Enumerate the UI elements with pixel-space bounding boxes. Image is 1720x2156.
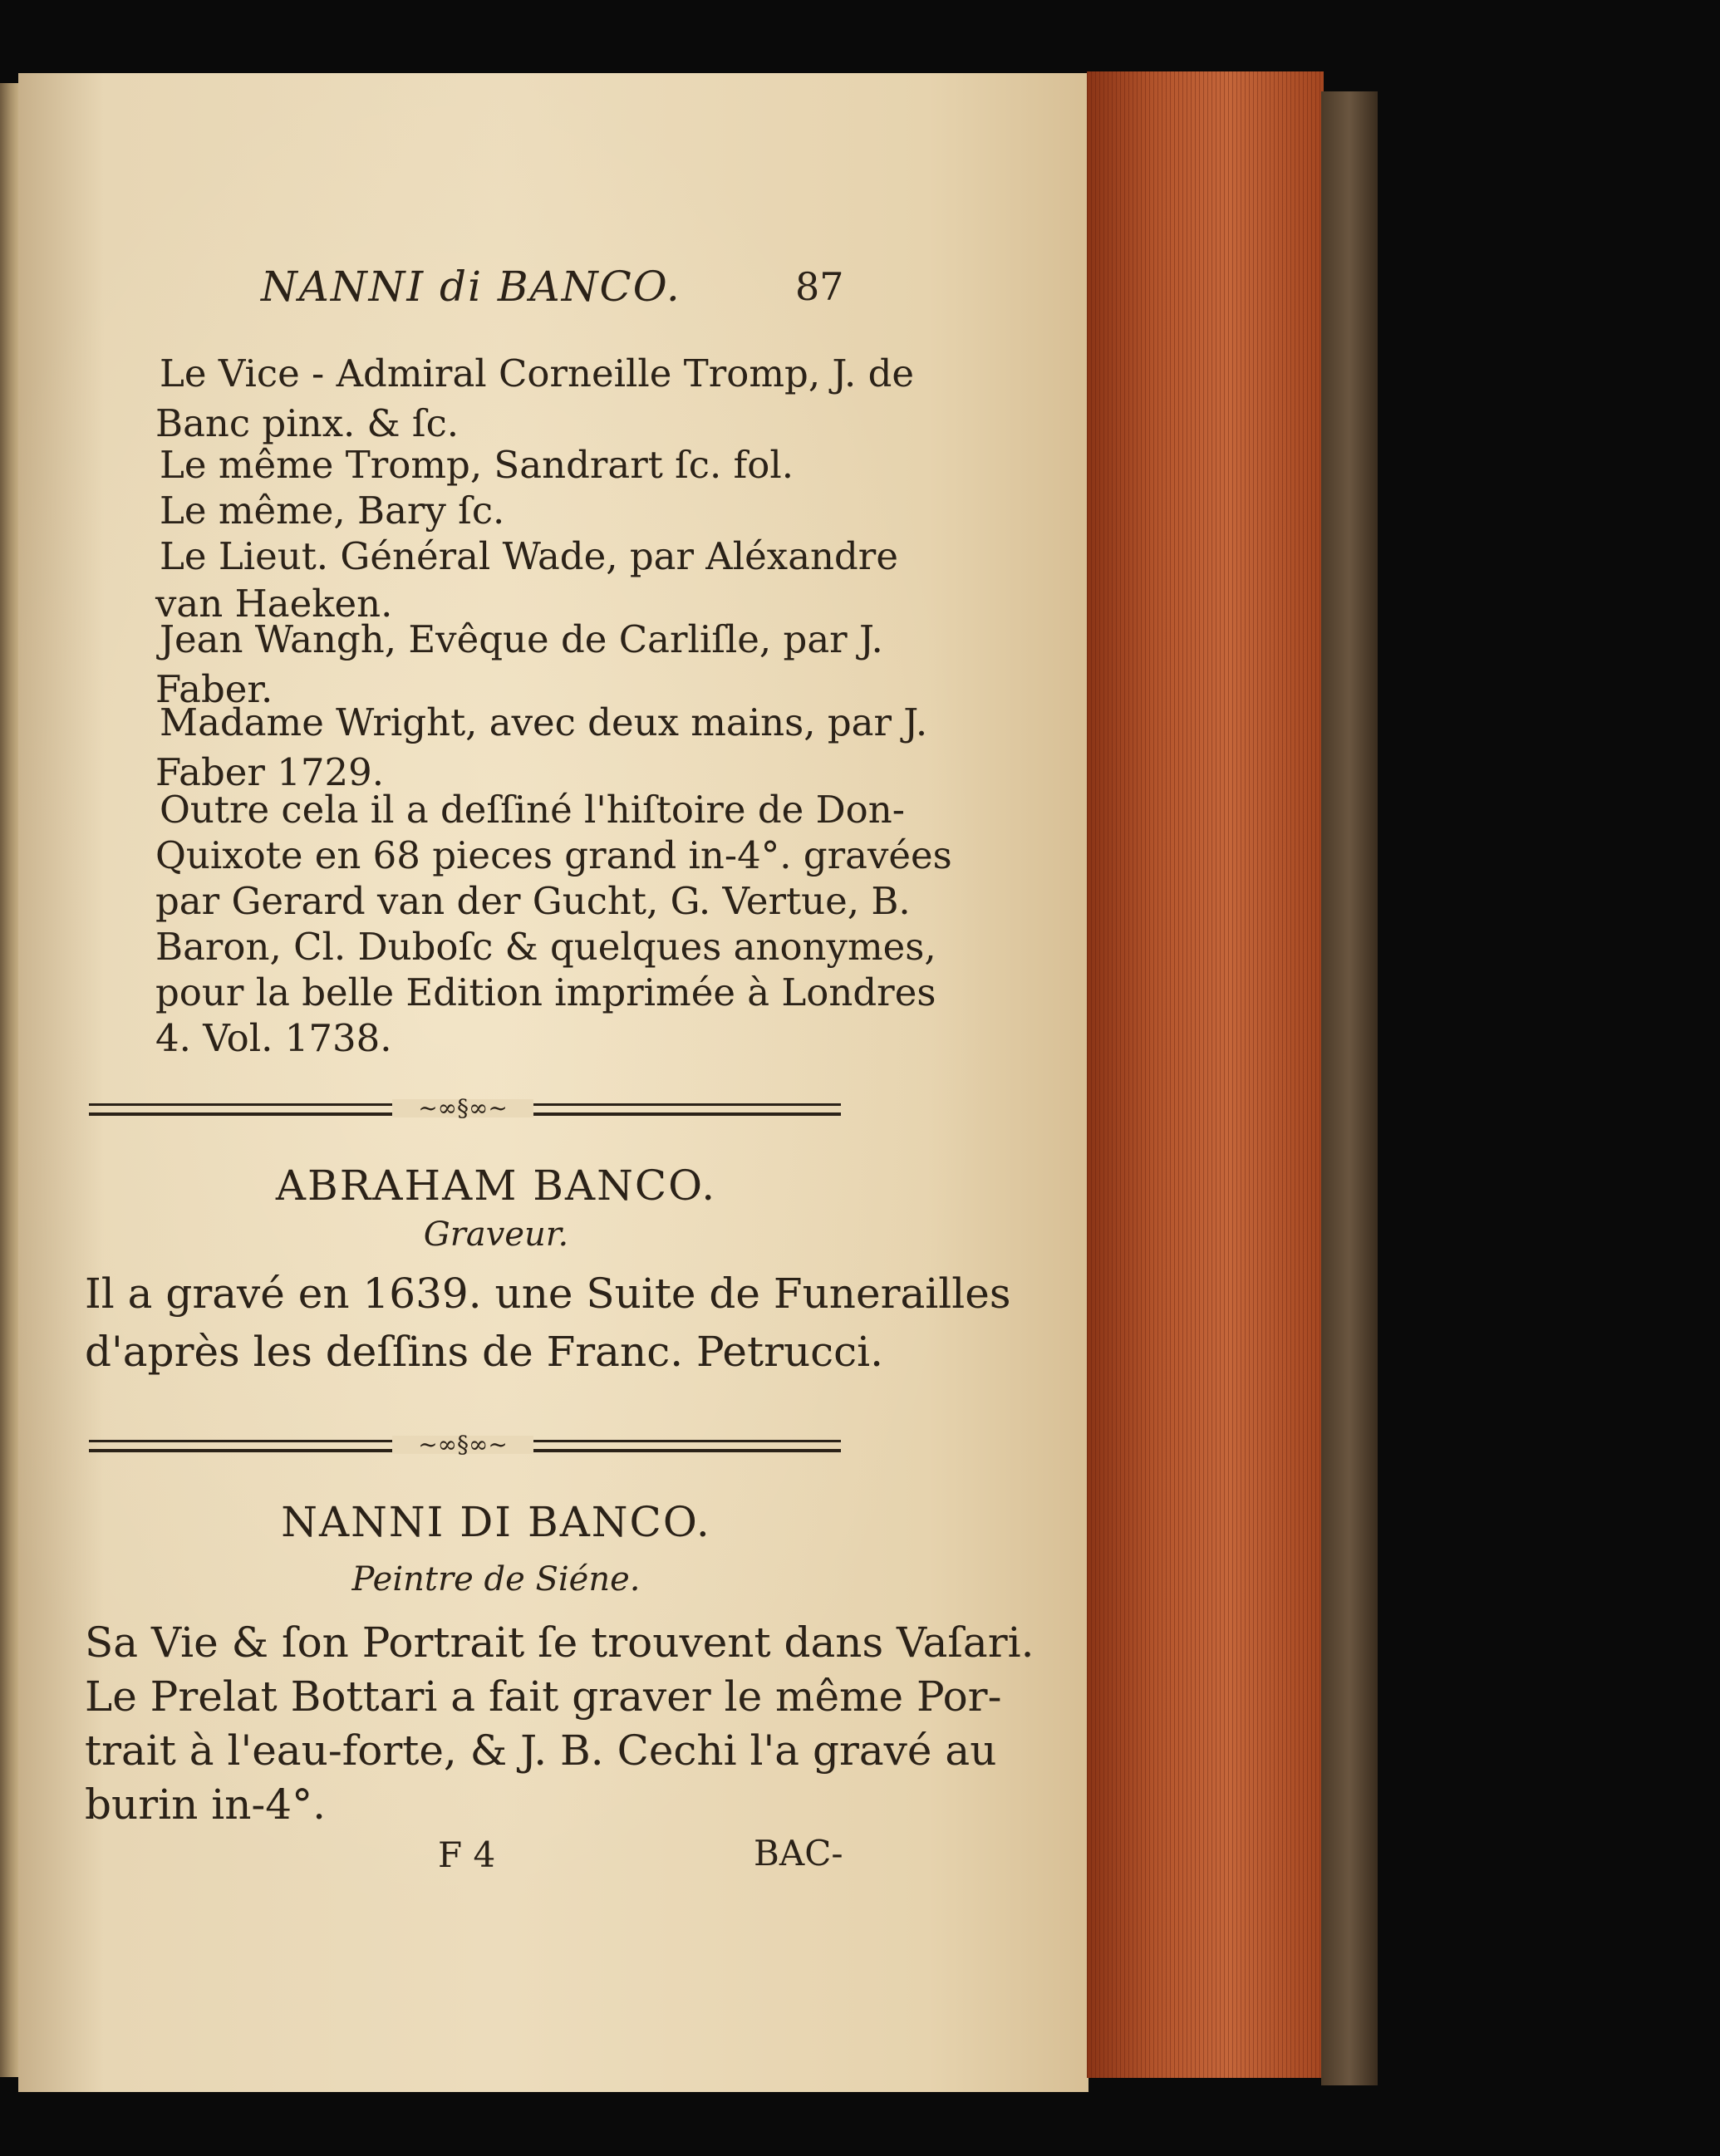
paragraph-line: par Gerard van der Gucht, G. Vertue, B. <box>155 879 911 923</box>
book-page <box>18 73 1089 2092</box>
catchword: BAC- <box>754 1833 843 1874</box>
list-item: Le Lieut. Général Wade, par Aléxandre <box>160 534 898 578</box>
list-item: Madame Wright, avec deux mains, par J. <box>160 700 928 744</box>
list-item: van Haeken. <box>155 582 393 626</box>
entry-body-line: Sa Vie & ſon Portrait ſe trouvent dans Vaſari. <box>85 1618 1034 1667</box>
paragraph-line: Quixote en 68 pieces grand in-4°. gravées <box>155 833 952 877</box>
entry-body-line: trait à l'eau-forte, & J. B. Cechi l'a gravé au <box>85 1726 997 1775</box>
list-item: Le même, Bary ſc. <box>160 489 505 533</box>
entry-title: ABRAHAM BANCO. <box>275 1161 717 1210</box>
signature-mark: F 4 <box>438 1834 496 1875</box>
page-fore-edge <box>1087 71 1324 2078</box>
paragraph-line: 4. Vol. 1738. <box>155 1016 392 1060</box>
entry-body-line: Il a gravé en 1639. une Suite de Funerailles <box>85 1270 1011 1318</box>
list-item: Faber 1729. <box>155 750 385 794</box>
entry-body-line: burin in-4°. <box>85 1780 326 1829</box>
entry-body-line: d'après les deſſins de Franc. Petrucci. <box>85 1328 884 1376</box>
divider-ornament: ~∞§∞~ <box>392 1436 533 1454</box>
divider-ornament: ~∞§∞~ <box>392 1099 533 1117</box>
list-item: Faber. <box>155 667 273 711</box>
paragraph-line: pour la belle Edition imprimée à Londres <box>155 970 936 1014</box>
list-item: Le Vice - Admiral Corneille Tromp, J. de <box>160 351 915 395</box>
list-item: Banc pinx. & ſc. <box>155 401 459 445</box>
running-title: NANNI di BANCO. <box>261 263 681 311</box>
entry-title: NANNI DI BANCO. <box>281 1498 711 1546</box>
previous-page-edge <box>0 83 18 2077</box>
page-number: 87 <box>795 264 844 309</box>
entry-subtitle: Peintre de Siéne. <box>351 1560 641 1599</box>
paragraph-line: Outre cela il a deſſiné l'hiſtoire de Don- <box>160 788 905 832</box>
entry-subtitle: Graveur. <box>423 1216 569 1254</box>
list-item: Jean Wangh, Evêque de Carliſle, par J. <box>160 617 883 661</box>
book-cover-edge <box>1321 91 1378 2085</box>
list-item: Le même Tromp, Sandrart ſc. fol. <box>160 443 794 487</box>
paragraph-line: Baron, Cl. Duboſc & quelques anonymes, <box>155 925 936 969</box>
entry-body-line: Le Prelat Bottari a fait graver le même Por- <box>85 1672 1002 1721</box>
